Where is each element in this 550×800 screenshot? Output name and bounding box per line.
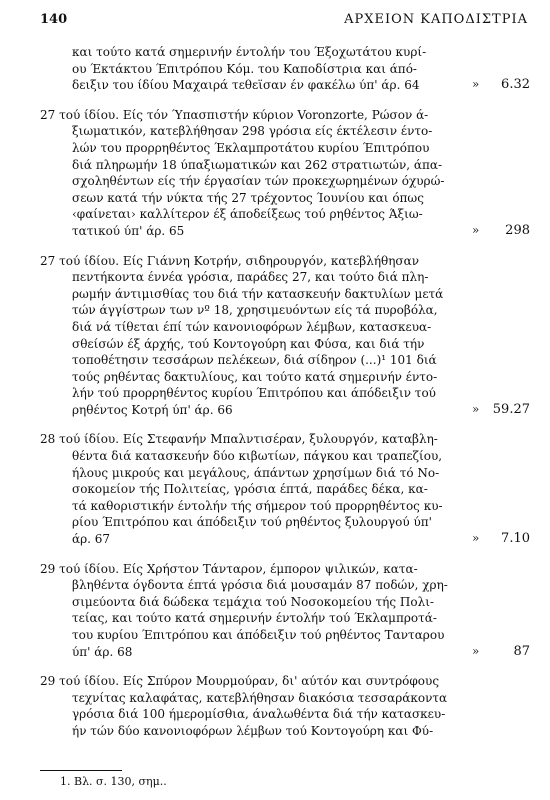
entry-line: τοποθέτησιν τεσσάρων πελέκεων, διά σίδηρον (...)¹ 101 διά: [72, 353, 437, 368]
ledger-entry: [40, 44, 530, 94]
entry-line: βληθέντα όγδοντα έπτά γρόσια διά μουσαμάν 87 ποδών, χρη-: [72, 578, 448, 593]
entry-line: πεντήκοντα έννέα γρόσια, παράδες 27, και τούτο διά πλη-: [72, 270, 429, 285]
entry-line: δειξιν του ίδίου Μαχαιρά τεθεϊσαν έν φακέλω ύπ' άρ. 64: [72, 78, 420, 93]
ditto-mark: »: [472, 531, 480, 546]
entry-line: ρηθέντος Κοτρή ύπ' άρ. 66: [72, 402, 233, 417]
ledger-entry: [40, 107, 530, 240]
ditto-mark: »: [472, 222, 480, 237]
entry-line: γρόσια διά 100 ήμερομίσθια, άναλωθέντα διά τήν κατασκευ-: [72, 707, 446, 722]
entry-line: ήν τών δύο κανονιοφόρων λέμβων τού Κοντογούρη και Φύ-: [72, 723, 434, 738]
entry-line: τών άγγίστρων των νº 18, χρησιμευόντων είς τά πυροβόλα,: [72, 303, 438, 318]
ledger-entry: [40, 431, 530, 547]
entry-line: σοκομείον τής Πολιτείας, γρόσια έπτά, παράδες δέκα, κα-: [72, 482, 428, 497]
entry-line: ‹φαίνεται› καλλίτερον έξ άποδείξεως τού ρηθέντος Άξιω-: [72, 207, 423, 222]
running-head: ΑΡΧΕΙΟΝ ΚΑΠΟΔΙΣΤΡΙΑ: [344, 12, 528, 27]
ditto-mark: »: [472, 643, 480, 658]
entry-line: τούς ρηθέντας δακτυλίους, και τούτο κατά σημερινήν έντο-: [72, 369, 438, 384]
entry-line: τατικού ύπ' άρ. 65: [72, 223, 185, 238]
entry-line: διά νά τίθεται έπί τών κανονιοφόρων λέμβων, κατασκευα-: [72, 319, 432, 334]
entry-line: του κυρίου Έπιτρόπου και άπόδειξιν τού ρηθέντος Τανταρου: [72, 628, 445, 642]
entry-line: λήν τού προρρηθέντος κυρίου Έπιτρόπου και άπόδειξιν τού: [72, 386, 436, 401]
entry-line: 27 τού ίδίου. Είς Γιάννη Κοτρήν, σιδηρουργόν, κατεβλήθησαν: [40, 253, 420, 268]
entry-line: και τούτο κατά σημερινήν έντολήν του Έξοχωτάτου κυρί-: [72, 45, 427, 59]
entry-line: σεων κατά τήν νύκτα τής 27 τρέχοντος Ίουνίου και όπως: [72, 190, 424, 205]
ditto-mark: »: [472, 401, 480, 416]
ledger-entry: [40, 673, 530, 739]
entry-line: 28 τού ίδίου. Είς Στεφανήν Μπαλντισέραν, ξυλουργόν, καταβλη-: [40, 432, 438, 447]
ditto-mark: »: [472, 77, 480, 92]
entry-amount: 298: [505, 222, 530, 238]
ledger-body: [40, 44, 530, 753]
entry-amount: 59.27: [492, 401, 530, 417]
entry-line: τά καθοριστικήν έντολήν τής σήμερον τού προρρηθέντος κυ-: [72, 498, 443, 513]
entry-line: 29 τού ίδίου. Είς Χρήστον Τάνταρον, έμπορον ψιλικών, κατα-: [40, 561, 418, 576]
footnote: 1. Βλ. σ. 130, σημ..: [60, 775, 167, 788]
entry-line: σιμεύοντα διά δώδεκα τεμάχια τού Νοσοκομείου τής Πολι-: [72, 594, 434, 609]
entry-amount: 6.32: [501, 77, 530, 93]
entry-line: ρωμήν άντιμισθίας του διά τήν κατασκευήν δακτυλίων μετά: [72, 286, 444, 301]
entry-line: ύπ' άρ. 68: [72, 644, 133, 659]
entry-line: θέντα διά κατασκευήν δύο κιβωτίων, πάγκου και τραπεζίου,: [72, 449, 443, 464]
entry-line: ήλους μικρούς και μεγάλους, άπάντων χρησίμων διά τό Νο-: [72, 465, 440, 480]
entry-line: ξιωματικόν, κατεβλήθησαν 298 γρόσια είς έκτέλεσιν έντο-: [72, 124, 433, 139]
page-header: [40, 12, 528, 32]
entry-line: άρ. 67: [72, 532, 111, 547]
entry-line: τείας, και τούτο κατά σημερινήν έντολήν τού Έκλαμπροτά-: [72, 611, 437, 626]
entry-line: σχοληθέντων είς τήν έργασίαν τών προκεχωρημένων όχυρώ-: [72, 174, 445, 189]
page-number: 140: [40, 12, 68, 27]
entry-line: τεχνίτας καλαφάτας, κατεβλήθησαν διακόσια τεσσαράκοντα: [72, 690, 448, 705]
entry-line: σθείσών έξ άρχής, τού Κοντογούρη και Φύσα, και διά τήν: [72, 336, 425, 351]
entry-line: ου Έκτάκτου Έπιτρόπου Κόμ. του Καποδίστρια και άπό-: [72, 61, 417, 76]
entry-line: ρίου Έπιτρόπου και άπόδειξιν τού ρηθέντος ξυλουργού ύπ': [72, 515, 432, 530]
footnote-rule: [40, 770, 122, 771]
ledger-entry: [40, 561, 530, 661]
ledger-entry: [40, 253, 530, 419]
entry-line: 27 τού ίδίου. Είς τόν Ύπασπιστήν κύριον Voronzorte, Ρώσον ά-: [40, 107, 429, 122]
entry-line: λών του προρρηθέντος Έκλαμπροτάτου κυρίου Έπιτρόπου: [72, 140, 430, 155]
entry-line: 29 τού ίδίου. Είς Σπύρον Μουρμούραν, δι' αύτόν και συντρόφους: [40, 674, 440, 689]
entry-line: διά πληρωμήν 18 ύπαξιωματικών και 262 στρατιωτών, άπα-: [72, 157, 443, 172]
entry-amount: 7.10: [501, 531, 530, 547]
entry-amount: 87: [513, 643, 530, 659]
